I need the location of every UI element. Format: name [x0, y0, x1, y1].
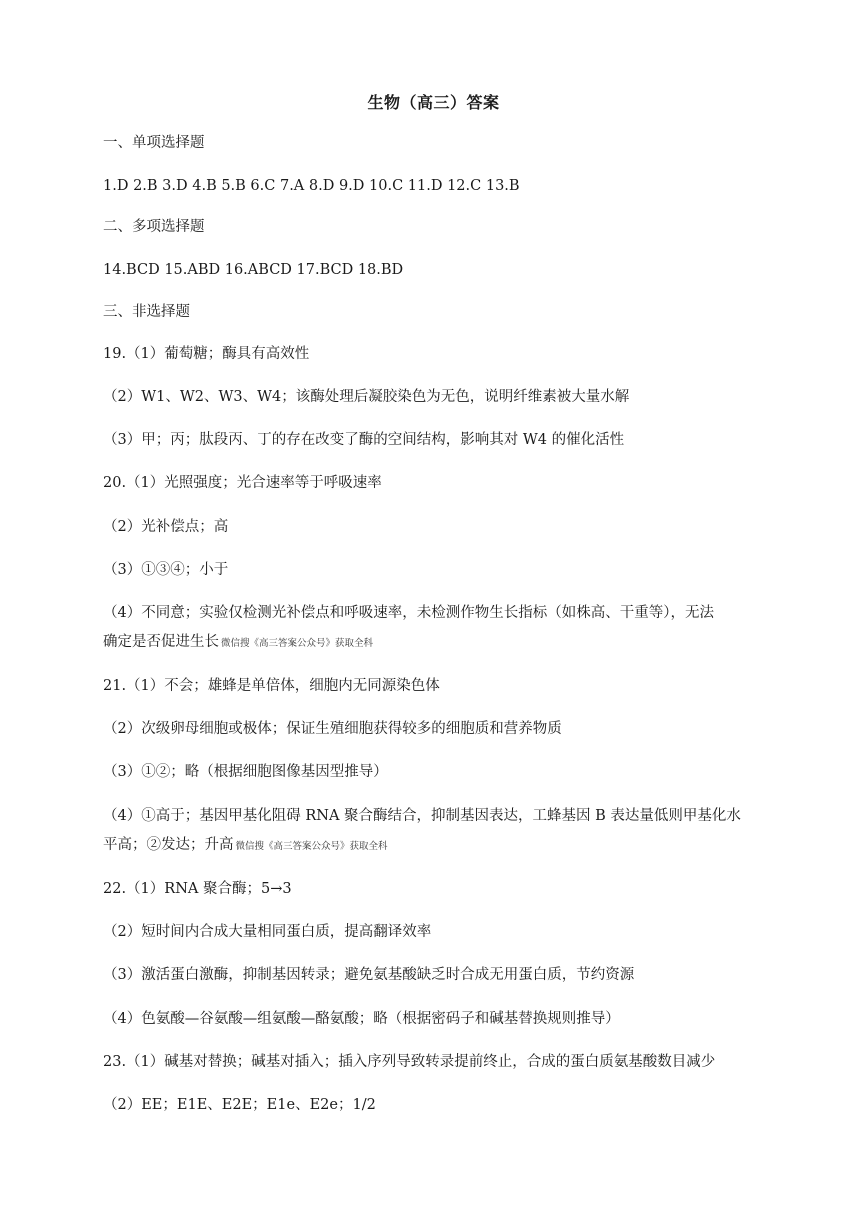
q20-part3: （3）①③④；小于 — [103, 562, 229, 578]
single-choice-answers: 1.D 2.B 3.D 4.B 5.B 6.C 7.A 8.D 9.D 10.C 11.D 12.C 13.B — [103, 178, 520, 194]
q20-part1: 20.（1）光照强度；光合速率等于呼吸速率 — [103, 475, 382, 491]
section-heading-single-choice: 一、单项选择题 — [103, 135, 205, 151]
q20-part4-line1: （4）不同意；实验仅检测光补偿点和呼吸速率，未检测作物生长指标（如株高、干重等），无法 — [103, 605, 714, 621]
q21-watermark-note: 微信搜《高三答案公众号》获取全科 — [235, 841, 388, 852]
q20-part4-line2 — [103, 632, 783, 654]
q19-part2: （2）W1、W2、W3、W4；该酶处理后凝胶染色为无色，说明纤维素被大量水解 — [103, 389, 630, 405]
q22-part3: （3）激活蛋白激酶，抑制基因转录；避免氨基酸缺乏时合成无用蛋白质，节约资源 — [103, 967, 635, 983]
q23-part1: 23.（1）碱基对替换；碱基对插入；插入序列导致转录提前终止，合成的蛋白质氨基酸数目减少 — [103, 1054, 716, 1070]
q21-part1: 21.（1）不会；雄蜂是单倍体，细胞内无同源染色体 — [103, 678, 440, 694]
q21-part4-text: 平高；②发达；升高 — [103, 837, 234, 853]
multiple-choice-answers: 14.BCD 15.ABD 16.ABCD 17.BCD 18.BD — [103, 262, 404, 278]
page-title: 生物（高三）答案 — [367, 93, 500, 112]
q22-part1: 22.（1）RNA 聚合酶；5→3 — [103, 881, 292, 897]
section-heading-non-choice: 三、非选择题 — [103, 304, 190, 320]
q20-part4-text: 确定是否促进生长 — [103, 634, 219, 650]
q19-part3: （3）甲；丙；肽段丙、丁的存在改变了酶的空间结构，影响其对 W4 的催化活性 — [103, 432, 625, 448]
q22-part4: （4）色氨酸—谷氨酸—组氨酸—酪氨酸；略（根据密码子和碱基替换规则推导） — [103, 1011, 620, 1027]
q21-part4-line1: （4）①高于；基因甲基化阻碍 RNA 聚合酶结合，抑制基因表达，工蜂基因 B 表达量低则甲基化水 — [103, 808, 741, 824]
q23-part2: （2）EE；E1E、E2E；E1e、E2e；1/2 — [103, 1097, 376, 1113]
q19-part1: 19.（1）葡萄糖；酶具有高效性 — [103, 346, 310, 362]
q20-watermark-note: 微信搜《高三答案公众号》获取全科 — [221, 638, 374, 649]
q20-part2: （2）光补偿点；高 — [103, 519, 229, 535]
q22-part2: （2）短时间内合成大量相同蛋白质，提高翻译效率 — [103, 924, 432, 940]
q21-part4-line2 — [103, 835, 783, 857]
q21-part2: （2）次级卵母细胞或极体；保证生殖细胞获得较多的细胞质和营养物质 — [103, 721, 562, 737]
section-heading-multiple-choice: 二、多项选择题 — [103, 219, 205, 235]
q21-part3: （3）①②；略（根据细胞图像基因型推导） — [103, 764, 388, 780]
